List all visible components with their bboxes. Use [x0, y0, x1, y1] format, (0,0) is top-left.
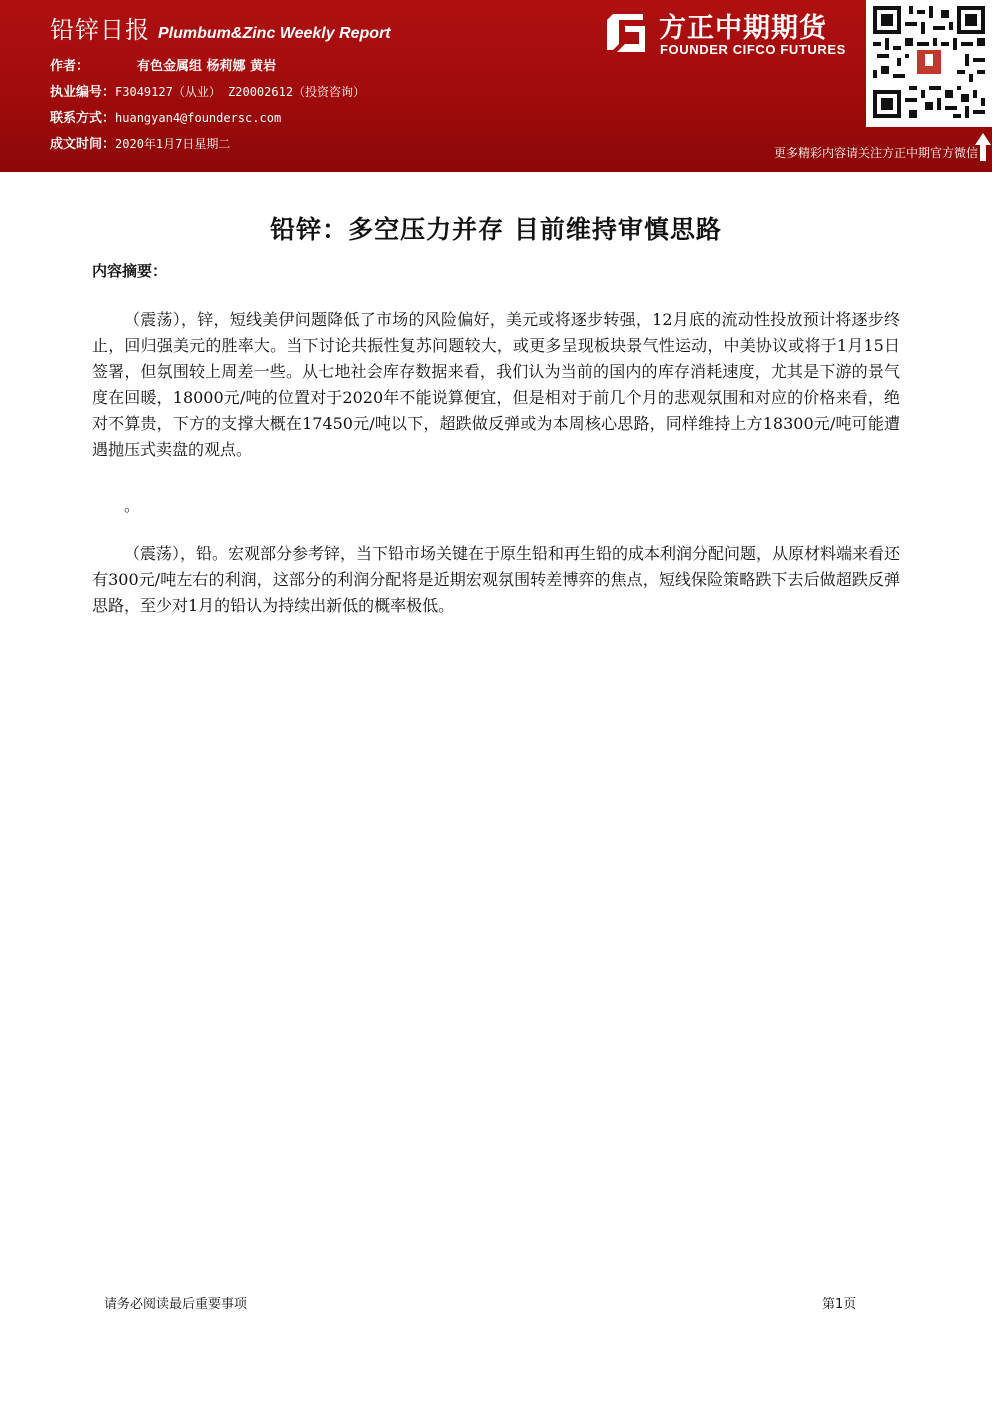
date-value: 2020年1月7日星期二 — [115, 137, 231, 151]
qr-code-icon — [873, 5, 985, 119]
separator-paragraph: 。 — [124, 496, 141, 515]
report-title: 铅锌：多空压力并存 目前维持审慎思路 — [270, 215, 722, 244]
license-value: F3049127（从业） Z20002612（投资咨询） — [115, 85, 366, 99]
date-line — [50, 133, 230, 152]
wechat-qr-code — [866, 0, 992, 127]
company-logo — [603, 6, 863, 62]
abstract-label: 内容摘要： — [92, 262, 168, 280]
author-label: 作者： — [50, 59, 90, 74]
series-title-cn: 铅锌日报 — [50, 16, 150, 44]
contact-email[interactable]: huangyan4@foundersc.com — [115, 111, 282, 125]
report-header — [0, 0, 992, 172]
page-number: 第1页 — [822, 1297, 857, 1312]
contact-label: 联系方式： — [50, 111, 116, 126]
report-series-title — [50, 10, 391, 45]
logo-text-cn: 方正中期期货 — [659, 13, 827, 44]
author-value: 有色金属组 杨莉娜 黄岩 — [137, 59, 277, 74]
contact-line — [50, 107, 281, 126]
series-title-en: Plumbum&Zinc Weekly Report — [158, 25, 391, 42]
wechat-follow-note: 更多精彩内容请关注方正中期官方微信 — [773, 146, 978, 160]
lead-paragraph: （震荡），铅。宏观部分参考锌，当下铅市场关键在于原生铅和再生铅的成本利润分配问题，从原材料端来看还有300元/吨左右的利润，这部分的利润分配将是近期宏观氛围转差博弈的焦点，短线保险策略跌下去后做超跌反弹思路，至少对1月的铅认为持续出新低的概率极低。 — [92, 544, 901, 615]
logo-text-en: FOUNDER CIFCO FUTURES — [660, 42, 846, 57]
license-label: 执业编号： — [50, 85, 116, 100]
date-label: 成文时间： — [50, 137, 116, 152]
author-line — [50, 55, 276, 74]
footer-disclaimer: 请务必阅读最后重要事项 — [104, 1297, 248, 1312]
logo-mark-icon — [603, 8, 649, 54]
zinc-paragraph: （震荡），锌，短线美伊问题降低了市场的风险偏好，美元或将逐步转强，12月底的流动性投放预计将逐步终止，回归强美元的胜率大。当下讨论共振性复苏问题较大，或更多呈现板块景气性运动，中美协议或将于1月15日签署，但氛围较上周差一些。从七地社会库存数据来看，我们认为当前的国内的库存消耗速度，尤其是下游的景气度在回暖，18000元/吨的位置对于2020年不能说算便宜，但是相对于前几个月的悲观氛围和对应的价格来看，绝对不算贵，下方的支撑大概在17450元/吨以下，超跌做反弹或为本周核心思路，同样维持上方18300元/吨可能遭遇抛压式卖盘的观点。 — [92, 310, 900, 459]
license-line — [50, 81, 365, 100]
